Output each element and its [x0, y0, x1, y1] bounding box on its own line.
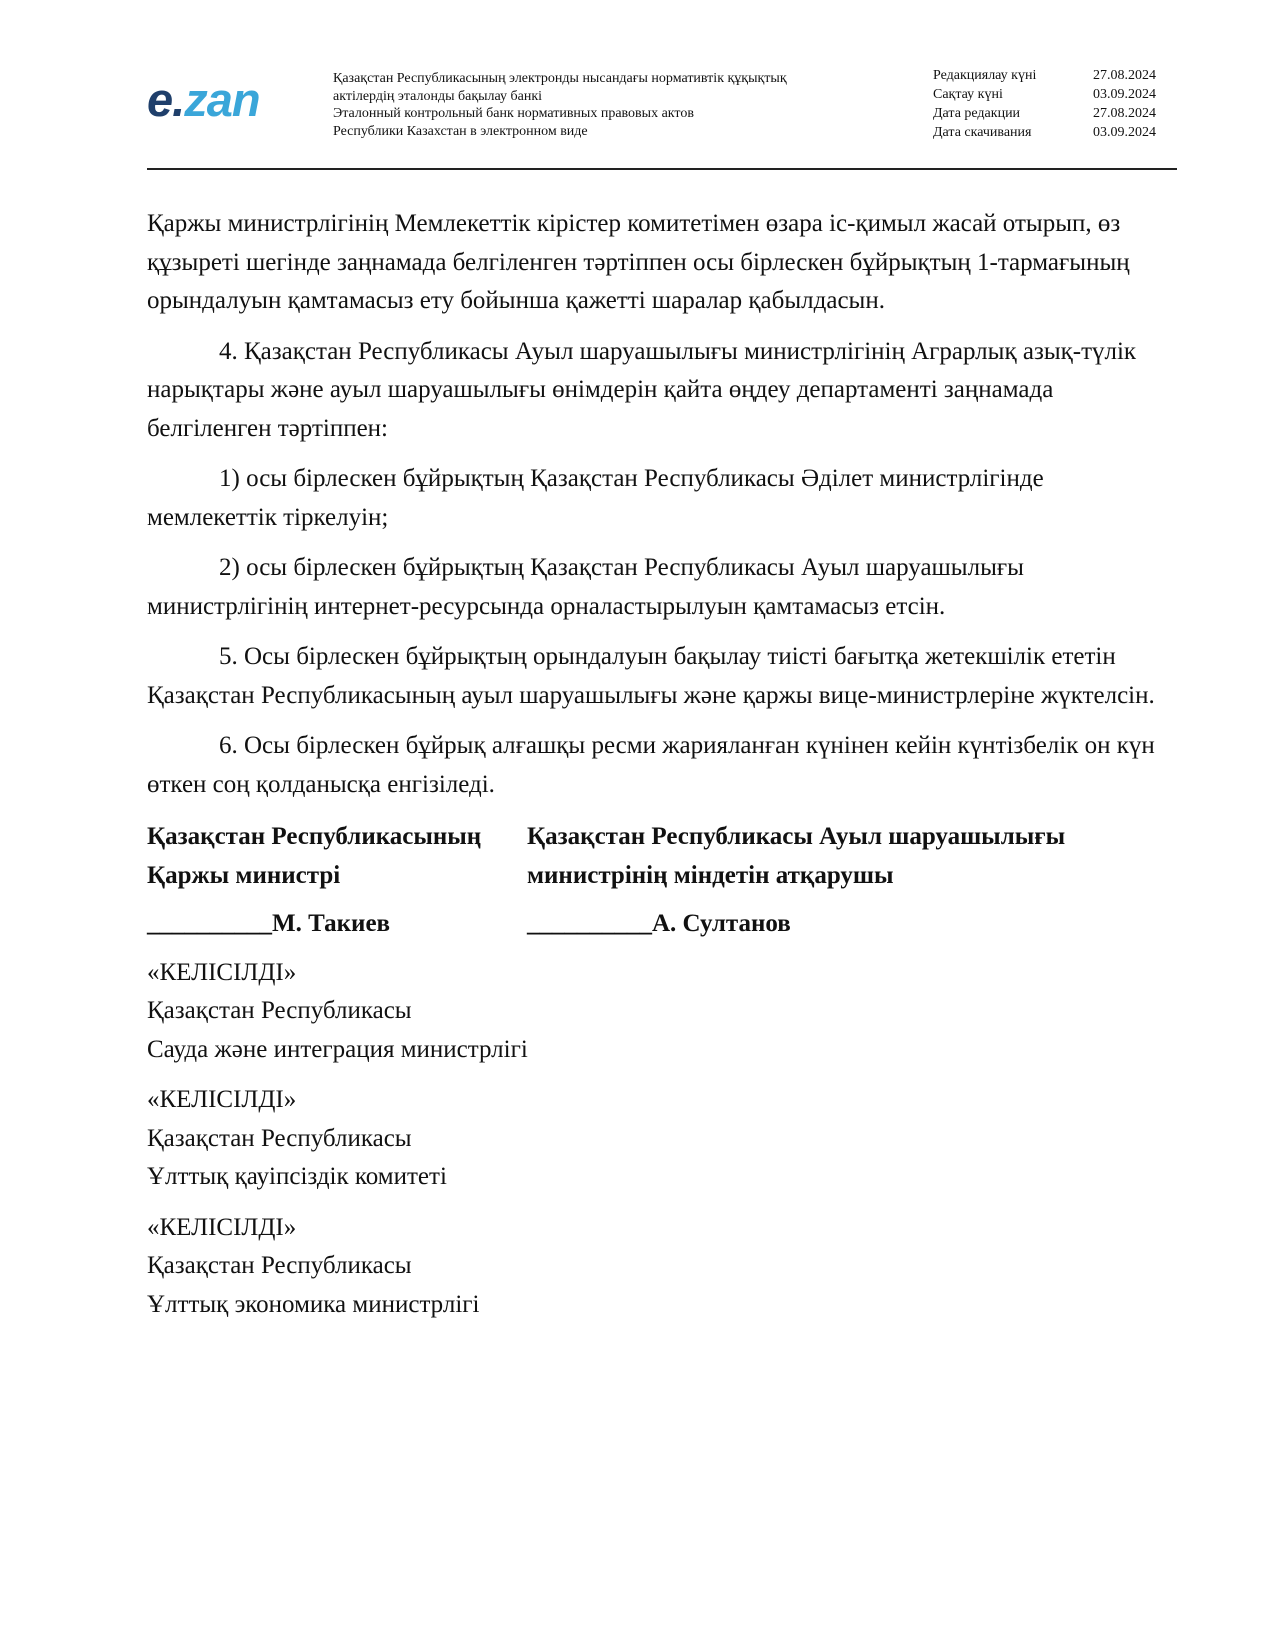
meta-row [933, 85, 1183, 104]
agreed-line: Ұлттық қауіпсіздік комитеті [147, 1163, 447, 1190]
signatory-title: Қазақстан Республикасының Қаржы министрі [147, 823, 482, 889]
agreed-line: Қазақстан Республикасы [147, 1252, 412, 1279]
agreed-line: Қазақстан Республикасы [147, 997, 412, 1024]
header-line: Қазақстан Республикасының электронды нысандағы нормативтік құқықтық [333, 71, 787, 86]
meta-value: 03.09.2024 [1093, 125, 1156, 140]
agreed-section [147, 954, 1177, 1325]
paragraph: 2) осы бірлескен бұйрықтың Қазақстан Республикасы Ауыл шаруашылығы министрлігінің интернет-ресурсында орналастырылуын қамтамасыз етсін. [147, 554, 1024, 620]
agreed-block [147, 1209, 1177, 1325]
meta-row [933, 123, 1183, 142]
signatory-name: __________А. Султанов [527, 910, 791, 937]
agreed-mark: «КЕЛІСІЛДІ» [147, 1086, 297, 1113]
logo-e: e [147, 73, 173, 126]
signature-block [147, 818, 1177, 944]
signatory-name: __________М. Такиев [147, 910, 391, 937]
signature-left [147, 818, 527, 944]
paragraph: Қаржы министрлігінің Мемлекеттік кірістер комитетімен өзара іс-қимыл жасай отырып, өз құзыреті шегінде заңнамада белгіленген тәртіппен осы бірлескен бұйрықтың 1-тармағының орындалуын қамтамасыз ету бойынша қажетті шаралар қабылдасын. [147, 210, 1130, 314]
logo-zan: zan [184, 73, 260, 126]
agreed-mark: «КЕЛІСІЛДІ» [147, 1213, 297, 1241]
header-line: Эталонный контрольный банк нормативных правовых актов [333, 106, 694, 121]
agreed-block [147, 954, 1177, 1070]
header-description [333, 70, 893, 140]
meta-value: 27.08.2024 [1093, 106, 1156, 121]
meta-label: Дата редакции [933, 106, 1021, 121]
header-line: Республики Казахстан в электронном виде [333, 123, 588, 139]
meta-row [933, 66, 1183, 85]
meta-label: Дата скачивания [933, 125, 1032, 140]
ezan-logo [147, 73, 260, 126]
paragraph: 1) осы бірлескен бұйрықтың Қазақстан Республикасы Әділет министрлігінде мемлекеттік тіркелуін; [147, 465, 1044, 531]
agreed-line: Қазақстан Республикасы [147, 1124, 412, 1152]
meta-value: 03.09.2024 [1093, 87, 1156, 102]
agreed-block [147, 1081, 1177, 1197]
meta-label: Редакциялау күні [933, 68, 1037, 83]
meta-row [933, 104, 1183, 123]
logo-dot: . [172, 73, 185, 126]
agreed-line: Сауда және интеграция министрлігі [147, 1035, 528, 1063]
paragraph: 6. Осы бірлескен бұйрық алғашқы ресми жарияланған күнінен кейін күнтізбелік он күн өткен соң қолданысқа енгізіледі. [147, 732, 1155, 798]
paragraph: 4. Қазақстан Республикасы Ауыл шаруашылығы министрлігінің Аграрлық азық-түлік нарықтары және ауыл шаруашылығы өнімдерін қайта өңдеу департаменті заңнамада белгіленген тәртіппен: [147, 337, 1137, 442]
document-header [147, 62, 1177, 166]
agreed-mark: «КЕЛІСІЛДІ» [147, 958, 297, 986]
signature-right [527, 818, 1177, 944]
document-body [147, 205, 1177, 1336]
header-line: актілердің эталонды бақылау банкі [333, 88, 543, 104]
signatory-title: Қазақстан Республикасы Ауыл шаруашылығы министрінің міндетін атқарушы [527, 823, 1066, 889]
meta-value: 27.08.2024 [1093, 68, 1156, 83]
paragraph: 5. Осы бірлескен бұйрықтың орындалуын бақылау тиісті бағытқа жетекшілік ететін Қазақстан Республикасының ауыл шаруашылығы және қаржы вице-министрлеріне жүктелсін. [147, 643, 1155, 709]
header-divider [147, 168, 1177, 170]
agreed-line: Ұлттық экономика министрлігі [147, 1290, 480, 1318]
header-meta [933, 66, 1183, 142]
meta-label: Сақтау күні [933, 87, 1003, 102]
